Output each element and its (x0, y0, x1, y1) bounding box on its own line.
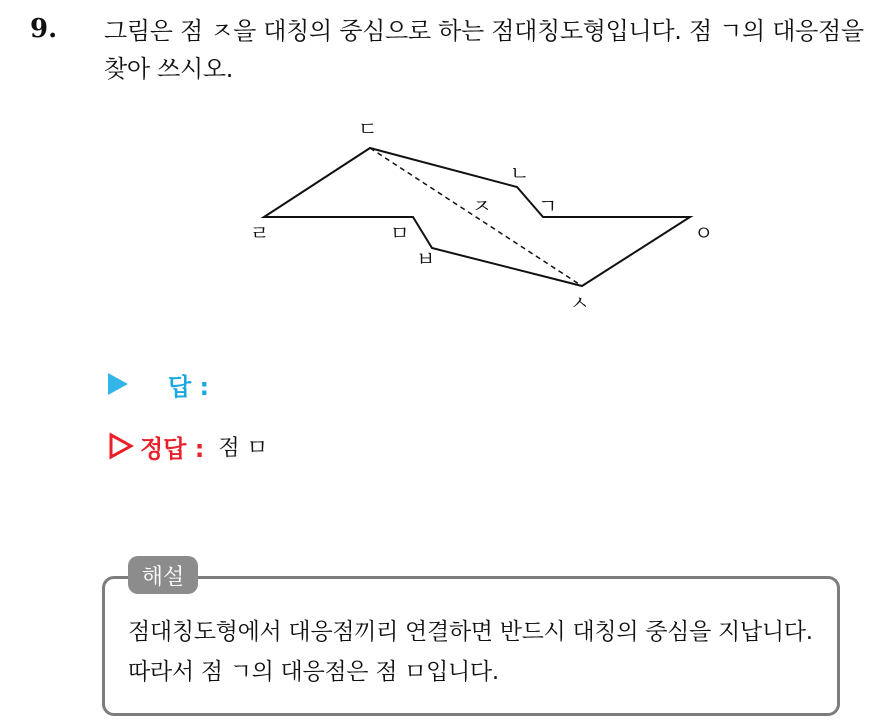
correct-answer-row (108, 428, 268, 464)
label-point-ieung: ㅇ (694, 221, 714, 245)
play-icon (108, 373, 128, 395)
label-point-digeut: ㄷ (358, 117, 378, 141)
label-point-siot: ㅅ (570, 291, 590, 315)
correct-answer-value: 점 ㅁ (218, 435, 268, 461)
explanation-text: 점대칭도형에서 대응점끼리 연결하면 반드시 대칭의 중심을 지납니다. 따라서 점 ㄱ의 대응점은 점 ㅁ입니다. (128, 619, 813, 685)
question-number: 9. (30, 14, 58, 44)
correct-answer-label: 정답 : (140, 434, 205, 463)
answer-label: 답 : (168, 372, 210, 401)
label-point-mieum: ㅁ (390, 221, 410, 245)
explanation-tab: 해설 (128, 556, 198, 594)
outline-play-icon (108, 432, 134, 460)
answer-row (108, 366, 209, 402)
label-point-giyeok: ㄱ (538, 194, 558, 218)
point-symmetric-figure (240, 110, 720, 325)
question-text: 그림은 점 ㅈ을 대칭의 중심으로 하는 점대칭도형입니다. 점 ㄱ의 대응점을 찾아 쓰시오. (104, 17, 864, 83)
label-point-bieup: ㅂ (416, 247, 436, 271)
label-point-jieut: ㅈ (472, 194, 492, 218)
label-point-nieun: ㄴ (510, 161, 530, 185)
label-point-rieul: ㄹ (250, 221, 270, 245)
